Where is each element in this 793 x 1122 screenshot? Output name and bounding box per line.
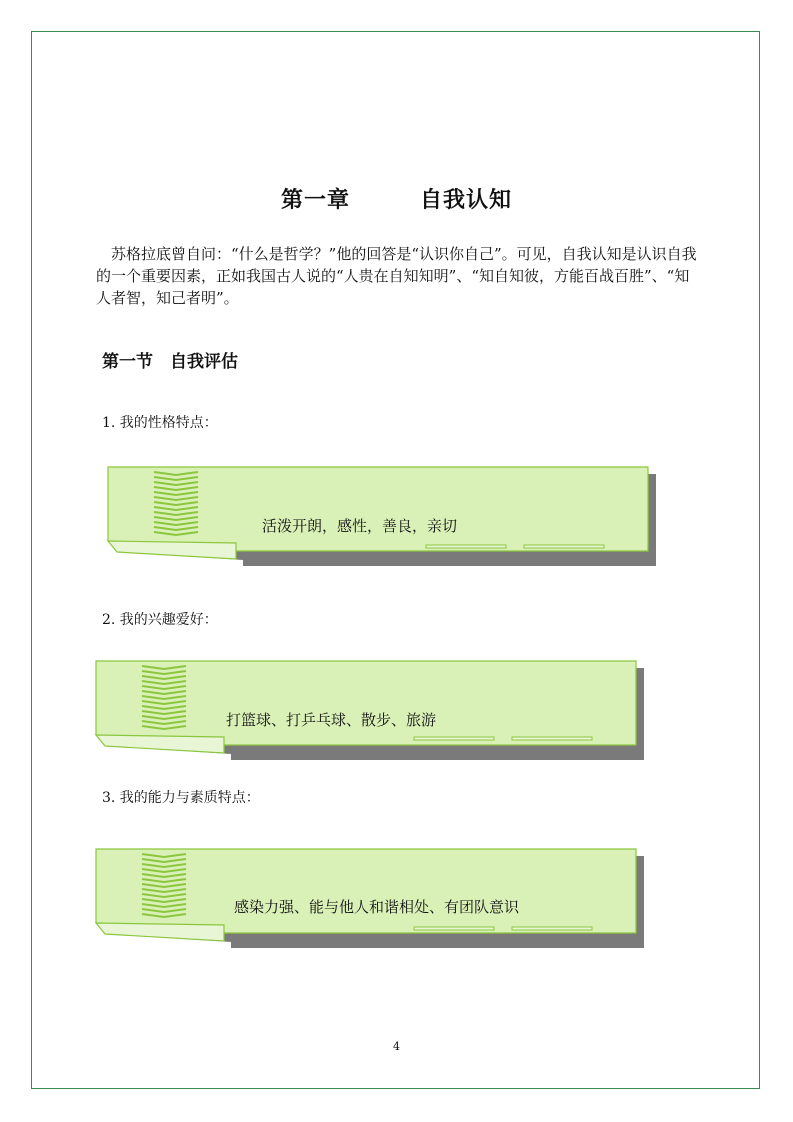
question-label-2: 2. 我的兴趣爱好： (102, 612, 218, 628)
answer-text-2: 打篮球、打乒乓球、散步、旅游 (226, 711, 437, 729)
question-label-3: 3. 我的能力与素质特点： (102, 790, 260, 806)
answer-card-1 (107, 466, 659, 570)
intro-text: 苏格拉底曾自问：“什么是哲学？”他的回答是“认识你自己”。可见，自我认知是认识自我的一个重要因素，正如我国古人说的“人贵在自知知明”、“知自知彼，方能百战百胜”、“知人者智，知己者明”。 (96, 245, 697, 307)
section-title: 第一节 自我评估 (102, 352, 238, 372)
intro-paragraph (96, 243, 700, 309)
answer-text-1: 活泼开朗，感性，善良，亲切 (262, 517, 458, 535)
chapter-title (0, 183, 793, 214)
answer-text-3: 感染力强、能与他人和谐相处、有团队意识 (234, 898, 520, 916)
chapter-number: 第一章 (280, 188, 350, 213)
question-label-1: 1. 我的性格特点： (102, 415, 218, 431)
chapter-name: 自我认知 (420, 188, 513, 213)
answer-card-2 (95, 660, 647, 764)
page-number: 4 (393, 1040, 400, 1053)
answer-card-3 (95, 848, 647, 952)
